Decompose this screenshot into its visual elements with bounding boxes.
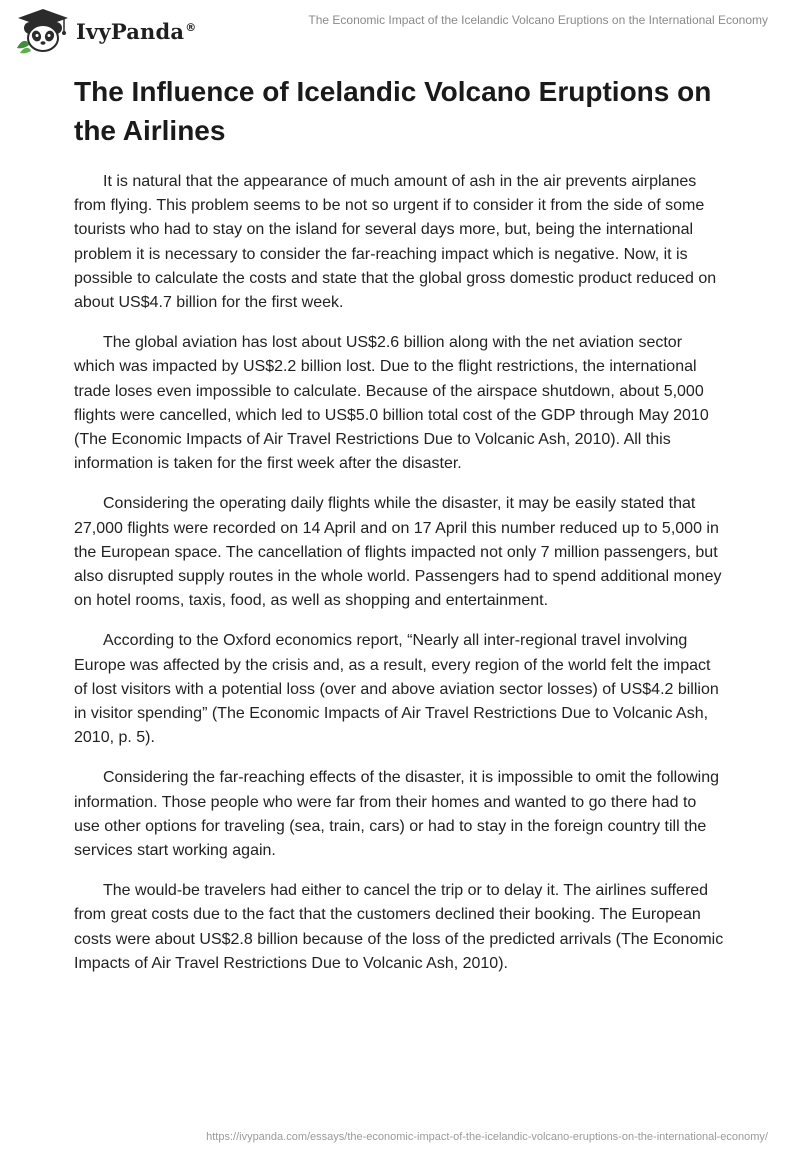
- page-header: [0, 0, 800, 60]
- paragraph: Considering the far-reaching effects of the disaster, it is impossible to omit the following information. Those people who were far from their homes and wanted to go there had to use other options for traveling (sea, train, cars) or had to stay in the foreign country till the services start working again.: [74, 769, 720, 860]
- document-header-title: The Economic Impact of the Icelandic Volcano Eruptions on the International Economy: [308, 13, 768, 27]
- paragraph: The global aviation has lost about US$2.6 billion along with the net aviation sector which was impacted by US$2.2 billion lost. Due to the flight restrictions, the international trade loses even impossible to calculate. Because of the airspace shutdown, about 5,000 flights were cancelled, which led to US$5.0 billion total cost of the GDP through May 2010 (The Economic Impacts of Air Travel Restrictions Due to Volcanic Ash, 2010). All this information is taken for the first week after the disaster.: [74, 334, 709, 473]
- essay-content: [74, 72, 726, 992]
- ivypanda-logo[interactable]: [14, 8, 196, 54]
- panda-graduation-cap-icon: [14, 8, 72, 54]
- page-title: The Influence of Icelandic Volcano Eruptions on the Airlines: [74, 76, 712, 146]
- registered-mark: ®: [185, 20, 197, 34]
- paragraph: According to the Oxford economics report, “Nearly all inter-regional travel involving Europe was affected by the crisis and, as a result, every region of the world felt the impact of lost visitors with a potential loss (over and above aviation sector losses) of US$4.2 billion in visitor spending” (The Economic Impacts of Air Travel Restrictions Due to Volcanic Ash, 2010, p. 5).: [74, 632, 719, 747]
- logo-wordmark: IvyPanda®: [76, 18, 197, 44]
- footer-source-url[interactable]: https://ivypanda.com/essays/the-economic-impact-of-the-icelandic-volcano-eruptions-on-the-international-economy/: [206, 1131, 768, 1143]
- paragraph: It is natural that the appearance of much amount of ash in the air prevents airplanes from flying. This problem seems to be not so urgent if to consider it from the side of some tourists who had to stay on the island for several days more, but, being the international problem it is necessary to consider the far-reaching impact which is negative. Now, it is possible to calculate the costs and state that the global gross domestic product reduced on about US$4.7 billion for the first week.: [74, 173, 717, 312]
- paragraph: The would-be travelers had either to cancel the trip or to delay it. The airlines suffered from great costs due to the fact that the customers declined their booking. The European costs were about US$2.8 billion because of the loss of the predicted arrivals (The Economic Impacts of Air Travel Restrictions Due to Volcanic Ash, 2010).: [74, 882, 724, 972]
- paragraph: Considering the operating daily flights while the disaster, it may be easily stated that 27,000 flights were recorded on 14 April and on 17 April this number reduced up to 5,000 in the European space. The cancellation of flights impacted not only 7 million passengers, but also disrupted supply routes in the whole world. Passengers had to spend additional money on hotel rooms, taxis, food, as well as shopping and entertainment.: [74, 495, 722, 610]
